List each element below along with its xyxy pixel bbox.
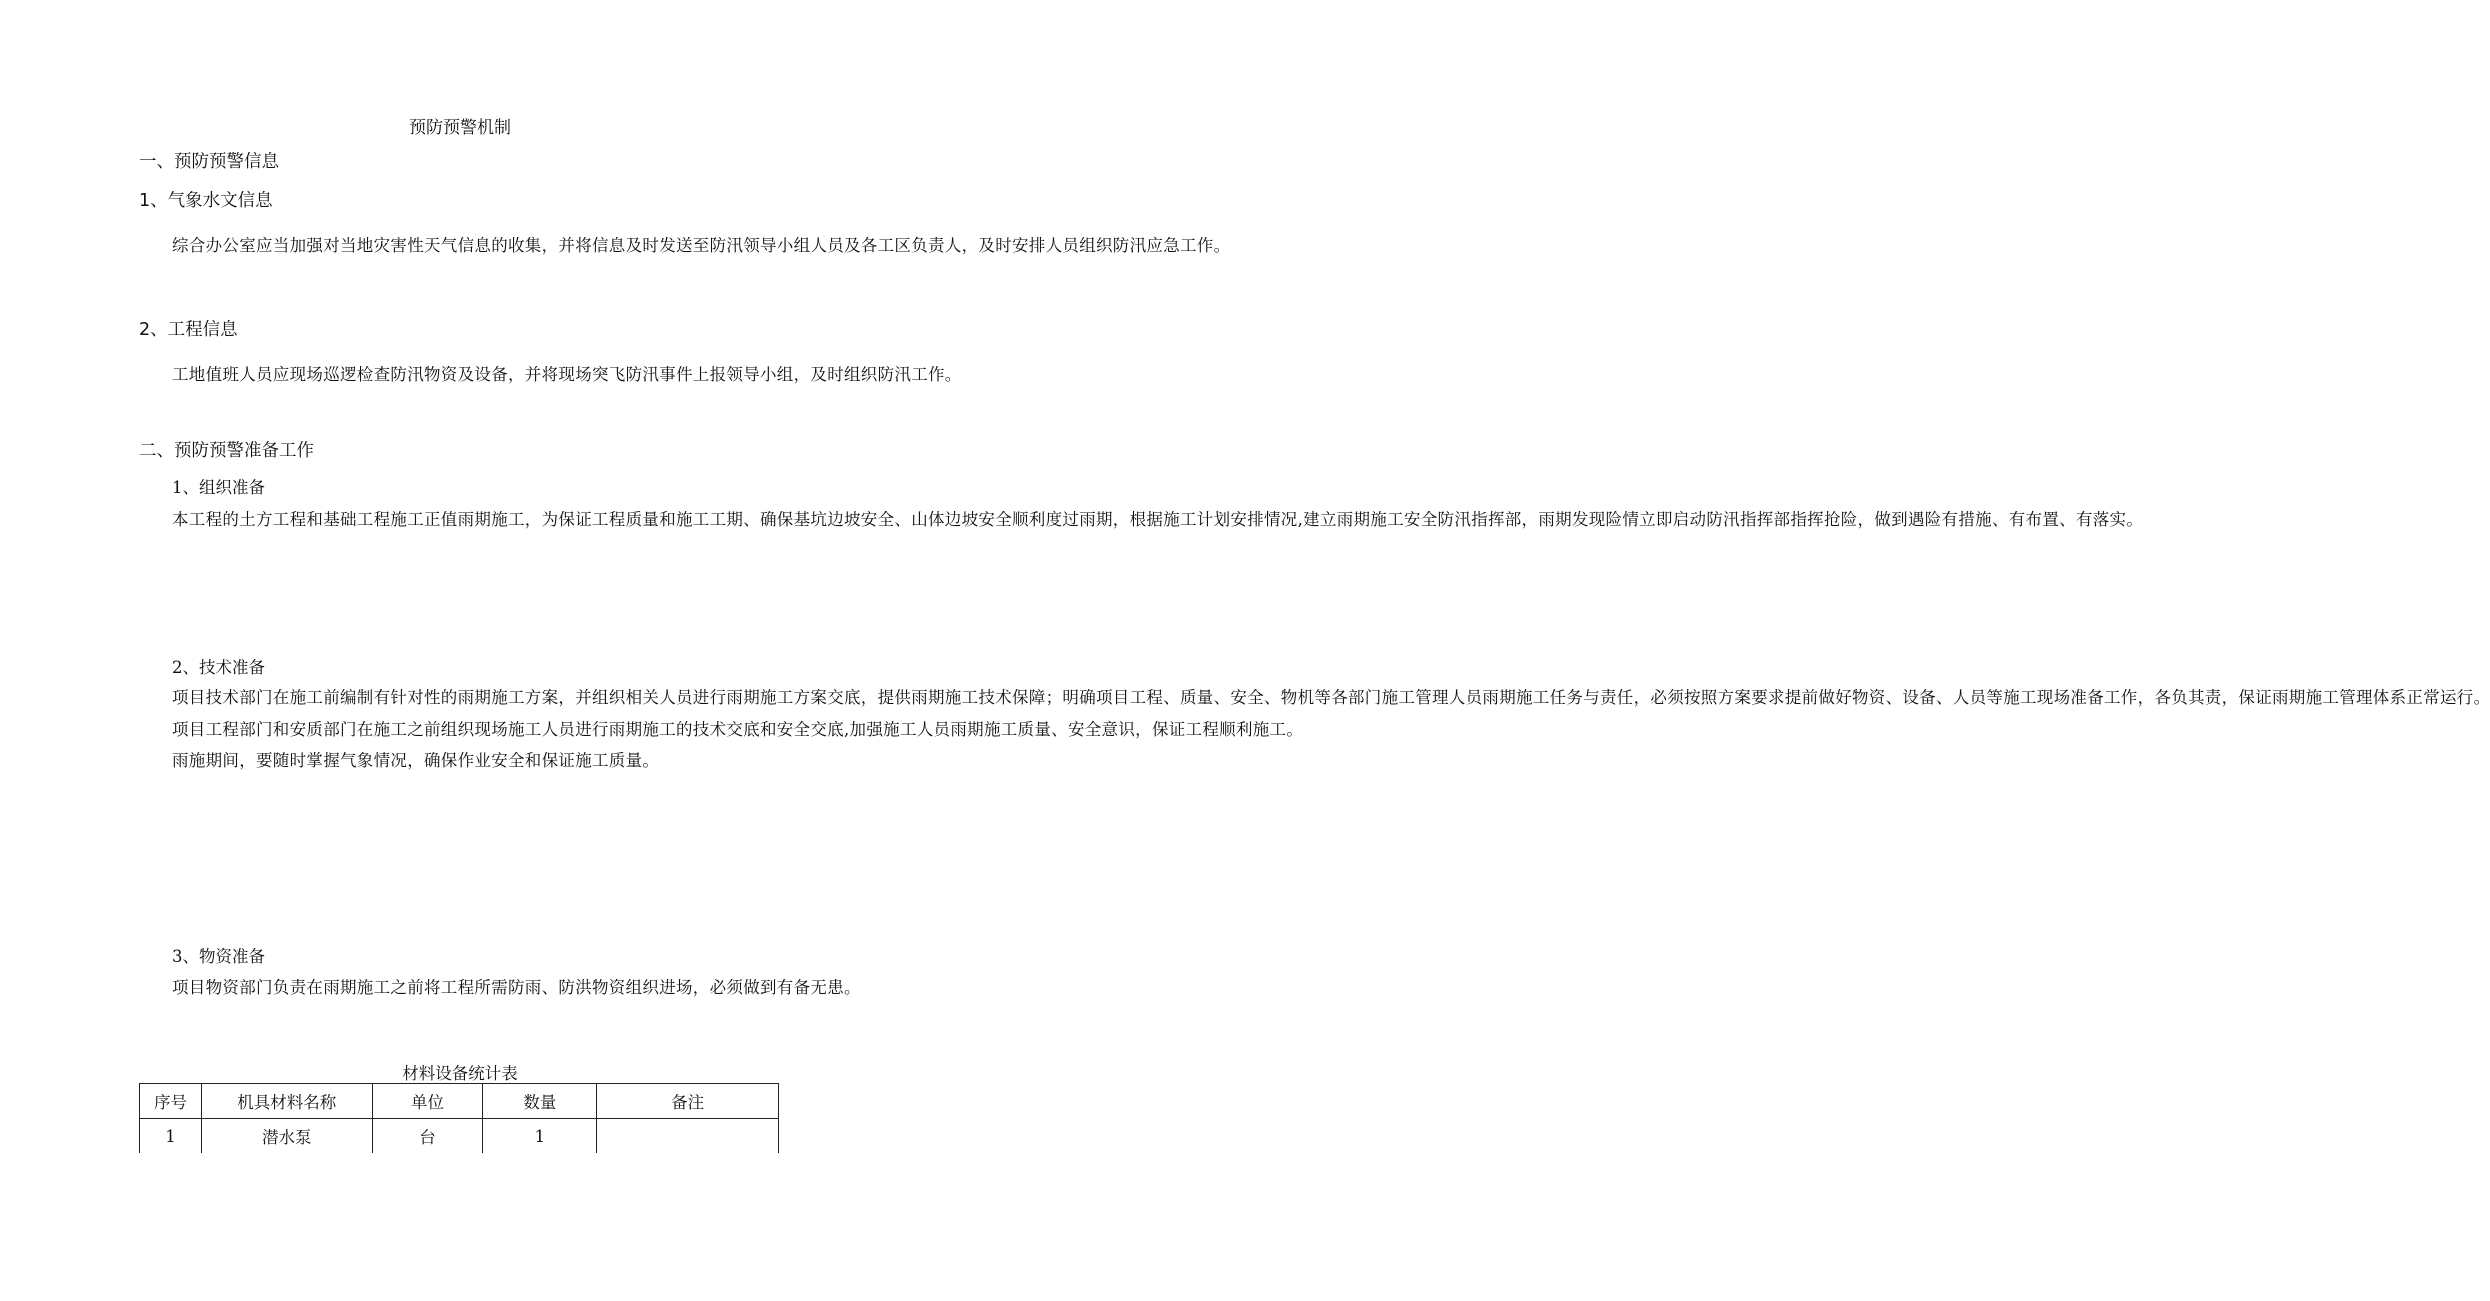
page-title: 预防预警机制: [409, 118, 511, 138]
paragraph-text: 本工程的土方工程和基础工程施工正值雨期施工，为保证工程质量和施工工期、确保基坑边坡安全、山体边坡安全顺利度过雨期，根据施工计划安排情况,建立雨期施工安全防汛指挥部，雨期发现险情立即启动防汛指挥部指挥抢险，做到遇险有措施、有布置、有落实。: [172, 510, 2144, 529]
subsection-heading-2-2: 2、技术准备: [172, 658, 265, 677]
subsection-heading-2-1: 1、组织准备: [172, 478, 265, 497]
table-header-row: [140, 1084, 779, 1119]
paragraph-project-info: [139, 359, 962, 391]
paragraph-text: 雨施期间，要随时掌握气象情况，确保作业安全和保证施工质量。: [172, 751, 660, 770]
header-cell: 备注: [597, 1084, 779, 1119]
table-caption: 材料设备统计表: [402, 1064, 518, 1083]
table-cell: 台: [372, 1119, 483, 1154]
subsection-heading-1-2: 2、工程信息: [139, 320, 238, 340]
paragraph-text: 综合办公室应当加强对当地灾害性天气信息的收集，并将信息及时发送至防汛领导小组人员及各工区负责人，及时安排人员组织防汛应急工作。: [172, 236, 1231, 255]
paragraph-text: 项目物资部门负责在雨期施工之前将工程所需防雨、防洪物资组织进场，必须做到有备无患。: [172, 978, 861, 997]
table-cell: 1: [140, 1119, 202, 1154]
section-heading-1: 一、预防预警信息: [139, 152, 279, 172]
paragraph-text: 工地值班人员应现场巡逻检查防汛物资及设备，并将现场突飞防汛事件上报领导小组，及时组织防汛工作。: [172, 365, 962, 384]
paragraph-weather-info: [139, 230, 1231, 262]
equipment-table: [139, 1083, 779, 1153]
section-heading-2: 二、预防预警准备工作: [139, 441, 314, 461]
header-cell: 序号: [140, 1084, 202, 1119]
table-cell: [597, 1119, 779, 1154]
subsection-heading-2-3: 3、物资准备: [172, 947, 265, 966]
header-cell: 数量: [483, 1084, 597, 1119]
header-cell: 机具材料名称: [201, 1084, 372, 1119]
header-cell: 单位: [372, 1084, 483, 1119]
table-cell: 潜水泵: [201, 1119, 372, 1154]
paragraph-organization: [139, 504, 2144, 536]
paragraph-materials: [139, 972, 861, 1004]
paragraph-text: 项目技术部门在施工前编制有针对性的雨期施工方案，并组织相关人员进行雨期施工方案交底，提供雨期施工技术保障；明确项目工程、质量、安全、物机等各部门施工管理人员雨期施工任务与责任，必须按照方案要求提前做好物资、设备、人员等施工现场准备工作，各负其责，保证雨期施工管理体系正常运行。: [172, 688, 2490, 707]
paragraph-technical: [139, 682, 2490, 777]
paragraph-text: 项目工程部门和安质部门在施工之前组织现场施工人员进行雨期施工的技术交底和安全交底,加强施工人员雨期施工质量、安全意识，保证工程顺利施工。: [172, 719, 1304, 739]
table-row: [140, 1119, 779, 1154]
table-cell: 1: [483, 1119, 597, 1154]
subsection-heading-1-1: 1、气象水文信息: [139, 191, 273, 211]
